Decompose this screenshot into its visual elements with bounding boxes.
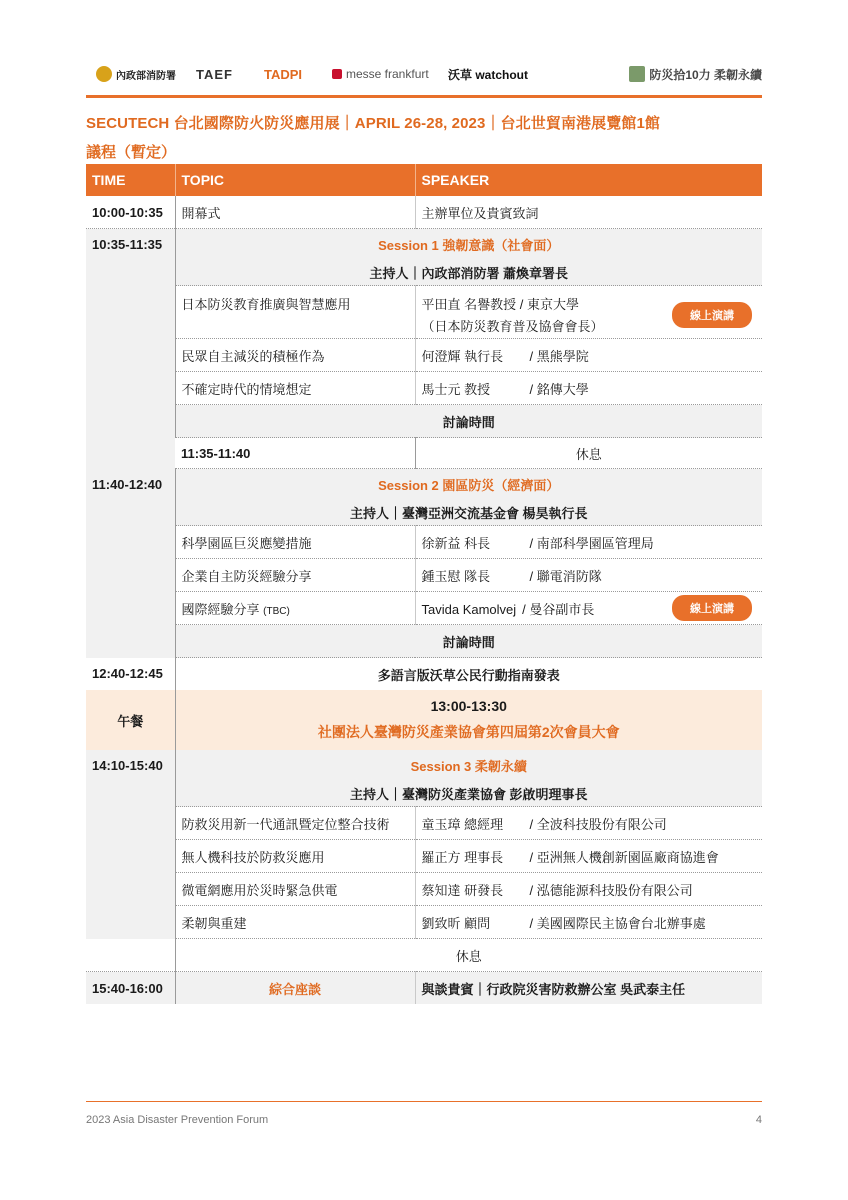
resilience-logo: 防災拾10力 柔韌永續 bbox=[629, 56, 762, 92]
tadpi-logo: TADPI bbox=[264, 66, 303, 82]
speaker-org: / 黑熊學院 bbox=[529, 348, 589, 364]
discussion-time: 討論時間 bbox=[175, 625, 762, 658]
lunch-time: 13:00-13:30 bbox=[430, 698, 507, 714]
time-cell: 14:10-15:40 bbox=[86, 750, 175, 939]
speaker-org: / 美國國際民主協會台北辦事處 bbox=[529, 915, 706, 931]
speaker-cell bbox=[415, 372, 762, 405]
table-row bbox=[86, 438, 762, 469]
topic-cell: 民眾自主減災的積極作為 bbox=[175, 339, 415, 372]
table-row bbox=[86, 229, 762, 260]
table-row bbox=[86, 658, 762, 691]
empty-time-cell bbox=[86, 939, 175, 972]
speaker-cell bbox=[415, 339, 762, 372]
speaker-affiliation: （日本防災教育普及協會會長） bbox=[421, 319, 604, 334]
speaker-org: / 亞洲無人機創新園區廠商協進會 bbox=[529, 849, 719, 865]
topic-cell: 無人機科技於防救災應用 bbox=[175, 840, 415, 873]
speaker-cell bbox=[415, 807, 762, 840]
taef-logo: TAEF bbox=[196, 66, 233, 82]
speaker-org: / 南部科學園區管理局 bbox=[529, 535, 654, 551]
messe-frankfurt-logo: messe frankfurt bbox=[332, 56, 429, 92]
table-row bbox=[86, 196, 762, 229]
header-divider bbox=[86, 95, 762, 98]
time-column-header: TIME bbox=[86, 164, 175, 196]
table-row bbox=[86, 526, 762, 559]
speaker-name: 蔡知達 研發長 bbox=[421, 882, 504, 898]
table-row bbox=[86, 339, 762, 372]
break-cell: 休息 bbox=[415, 438, 762, 469]
speaker-cell bbox=[415, 526, 762, 559]
topic-cell: 綜合座談 bbox=[175, 972, 415, 1005]
launch-cell: 多語言版沃草公民行動指南發表 bbox=[175, 658, 762, 691]
table-row bbox=[86, 559, 762, 592]
table-row bbox=[86, 873, 762, 906]
table-row bbox=[86, 939, 762, 972]
speaker-name: 童玉璋 總經理 bbox=[421, 816, 504, 832]
speaker-name: Tavida Kamolvej bbox=[421, 601, 517, 617]
table-row bbox=[86, 840, 762, 873]
online-badge: 線上演講 bbox=[672, 302, 752, 328]
speaker-cell: 與談貴賓｜行政院災害防救辦公室 吳武泰主任 bbox=[415, 972, 762, 1005]
topic-note: (TBC) bbox=[263, 605, 290, 617]
table-row bbox=[86, 259, 762, 286]
topic-cell: 開幕式 bbox=[175, 196, 415, 229]
topic-cell: 微電網應用於災時緊急供電 bbox=[175, 873, 415, 906]
topic-cell: 科學園區巨災應變措施 bbox=[175, 526, 415, 559]
break-cell: 休息 bbox=[175, 939, 762, 972]
speaker-name: 劉致昕 顧問 bbox=[421, 915, 491, 931]
table-row bbox=[86, 372, 762, 405]
table-row bbox=[86, 906, 762, 939]
session-title: Session 1 強韌意識（社會面） bbox=[175, 229, 762, 260]
table-row bbox=[86, 592, 762, 625]
session-title: Session 2 園區防災（經濟面） bbox=[175, 469, 762, 500]
table-row bbox=[86, 807, 762, 840]
speaker-org: / 銘傳大學 bbox=[529, 381, 589, 397]
speaker-cell bbox=[415, 840, 762, 873]
session-host: 主持人｜臺灣亞洲交流基金會 楊昊執行長 bbox=[175, 499, 762, 526]
lunch-event: 社團法人臺灣防災產業協會第四屆第2次會員大會 bbox=[317, 724, 620, 740]
agenda-table bbox=[86, 164, 762, 1004]
speaker-name: 鍾玉慰 隊長 bbox=[421, 568, 491, 584]
table-row bbox=[86, 690, 762, 750]
speaker-cell bbox=[415, 906, 762, 939]
sponsor-logos bbox=[96, 56, 762, 92]
speaker-org: / 聯電消防隊 bbox=[529, 568, 602, 584]
time-cell: 15:40-16:00 bbox=[86, 972, 175, 1005]
agenda-title: 議程（暫定） bbox=[86, 144, 177, 161]
table-row bbox=[86, 780, 762, 807]
table-row bbox=[86, 286, 762, 339]
table-row bbox=[86, 750, 762, 780]
topic-cell: 柔韌與重建 bbox=[175, 906, 415, 939]
session-host: 主持人｜內政部消防署 蕭煥章署長 bbox=[175, 259, 762, 286]
online-badge: 線上演講 bbox=[672, 595, 752, 621]
speaker-name: 馬士元 教授 bbox=[421, 381, 491, 397]
topic-cell: 防救災用新一代通訊暨定位整合技術 bbox=[175, 807, 415, 840]
speaker-org: / 曼谷副市長 bbox=[522, 601, 595, 617]
speaker-name: 羅正方 理事長 bbox=[421, 849, 504, 865]
topic-cell: 不確定時代的情境想定 bbox=[175, 372, 415, 405]
nfa-logo: 內政部消防署 bbox=[96, 56, 176, 92]
speaker-name: 何澄輝 執行長 bbox=[421, 348, 504, 364]
time-cell: 11:35-11:40 bbox=[175, 438, 415, 469]
speaker-org: / 全波科技股份有限公司 bbox=[529, 816, 667, 832]
footer-title: 2023 Asia Disaster Prevention Forum bbox=[86, 1114, 269, 1126]
discussion-time: 討論時間 bbox=[175, 405, 762, 438]
table-row bbox=[86, 972, 762, 1005]
page-number: 4 bbox=[755, 1114, 762, 1126]
footer-divider bbox=[86, 1101, 762, 1102]
topic-text: 國際經驗分享 bbox=[181, 601, 260, 617]
topic-column-header: TOPIC bbox=[175, 164, 415, 196]
table-row bbox=[86, 405, 762, 438]
speaker-org: / 泓德能源科技股份有限公司 bbox=[529, 882, 693, 898]
table-row bbox=[86, 625, 762, 658]
speaker-name: 平田直 名譽教授 / 東京大學 bbox=[421, 297, 579, 312]
table-row bbox=[86, 499, 762, 526]
speaker-name: 徐新益 科長 bbox=[421, 535, 491, 551]
topic-cell: 日本防災教育推廣與智慧應用 bbox=[175, 286, 415, 339]
time-cell: 11:40-12:40 bbox=[86, 469, 175, 658]
speaker-cell bbox=[415, 873, 762, 906]
time-cell: 10:00-10:35 bbox=[86, 196, 175, 229]
speaker-cell bbox=[415, 592, 762, 625]
session-host: 主持人｜臺灣防災產業協會 彭啟明理事長 bbox=[175, 780, 762, 807]
session-title: Session 3 柔韌永續 bbox=[175, 750, 762, 780]
lunch-cell bbox=[175, 690, 762, 750]
speaker-column-header: SPEAKER bbox=[415, 164, 762, 196]
watchout-logo: 沃草 watchout bbox=[448, 67, 528, 82]
conference-title: SECUTECH 台北國際防火防災應用展｜APRIL 26-28, 2023｜台北世貿南港展覽館1館 bbox=[86, 115, 660, 132]
speaker-cell bbox=[415, 559, 762, 592]
header-row bbox=[86, 164, 762, 196]
table-row bbox=[86, 469, 762, 500]
topic-cell: 企業自主防災經驗分享 bbox=[175, 559, 415, 592]
time-cell: 10:35-11:35 bbox=[86, 229, 175, 469]
speaker-cell: 主辦單位及貴賓致詞 bbox=[415, 196, 762, 229]
time-cell: 12:40-12:45 bbox=[92, 666, 163, 682]
speaker-cell bbox=[415, 286, 762, 339]
topic-cell bbox=[175, 592, 415, 625]
lunch-label: 午餐 bbox=[86, 690, 175, 750]
